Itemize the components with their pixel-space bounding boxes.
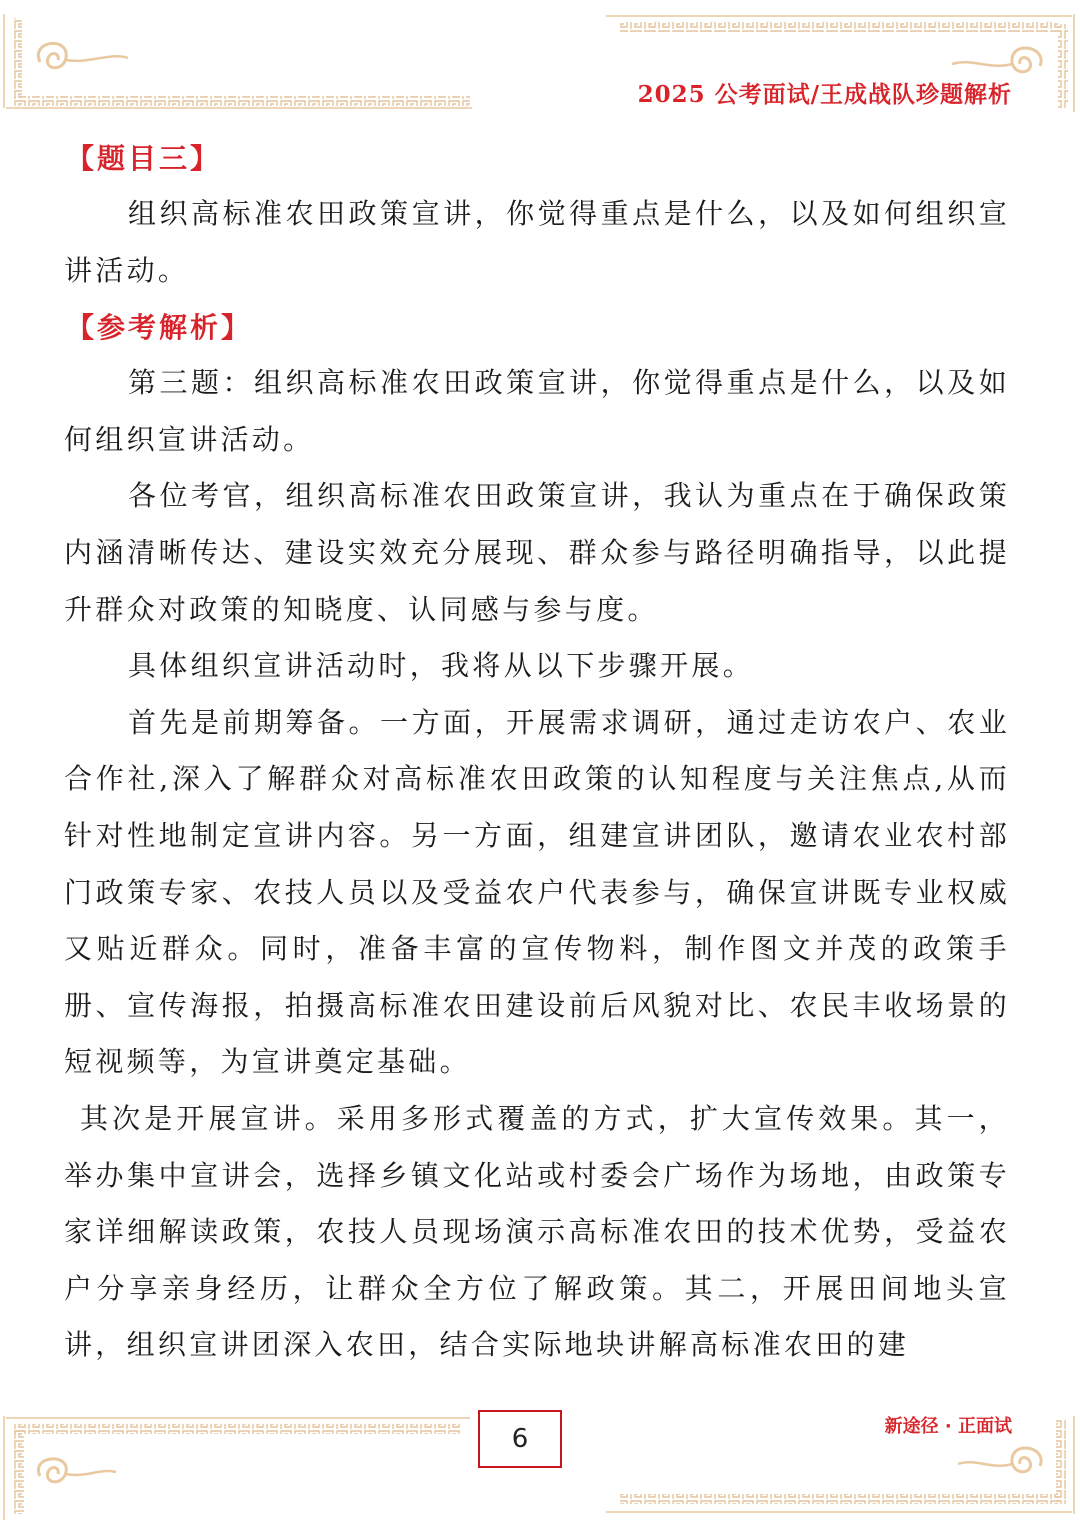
question-text: 组织高标准农田政策宣讲，你觉得重点是什么，以及如何组织宣讲活动。 [64,197,1010,287]
paragraph-presentation: 其次是开展宣讲。采用多形式覆盖的方式，扩大宣传效果。其一，举办集中宣讲会，选择乡镇文化站或村委会广场作为场地，由政策专家详细解读政策，农技人员现场演示高标准农田的技术优势，受益农户分享亲身经历，让群众全方位了解政策。其二，开展田间地头宣讲，组织宣讲团深入农田，结合实际地块讲解高标准农田的建 [64,1101,1010,1362]
paragraph-preparation: 首先是前期筹备。一方面，开展需求调研，通过走访农户、农业合作社,深入了解群众对高标准农田政策的认知程度与关注焦点,从而针对性地制定宣讲内容。另一方面，组建宣讲团队，邀请农业农村部门政策专家、农技人员以及受益农户代表参与，确保宣讲既专业权威又贴近群众。同时，准备丰富的宣传物料，制作图文并茂的政策手册、宣传海报，拍摄高标准农田建设前后风貌对比、农民丰收场景的短视频等，为宣讲奠定基础。 [64,705,1010,1079]
paragraph-steps-intro: 具体组织宣讲活动时，我将从以下步骤开展。 [128,649,755,683]
main-content [64,130,1010,1374]
header-title: 2025 公考面试/王成战队珍题解析 [637,81,1012,108]
paragraph-restated-question: 第三题：组织高标准农田政策宣讲，你觉得重点是什么，以及如何组织宣讲活动。 [64,366,1010,456]
analysis-heading: 【参考解析】 [66,311,253,345]
question-heading: 【题目三】 [66,142,222,175]
footer-brand: 新途径 · 正面试 [884,1416,1012,1437]
page-number: 6 [478,1410,562,1468]
paragraph-key-points: 各位考官，组织高标准农田政策宣讲，我认为重点在于确保政策内涵清晰传达、建设实效充分展现、群众参与路径明确指导，以此提升群众对政策的知晓度、认同感与参与度。 [64,479,1010,626]
